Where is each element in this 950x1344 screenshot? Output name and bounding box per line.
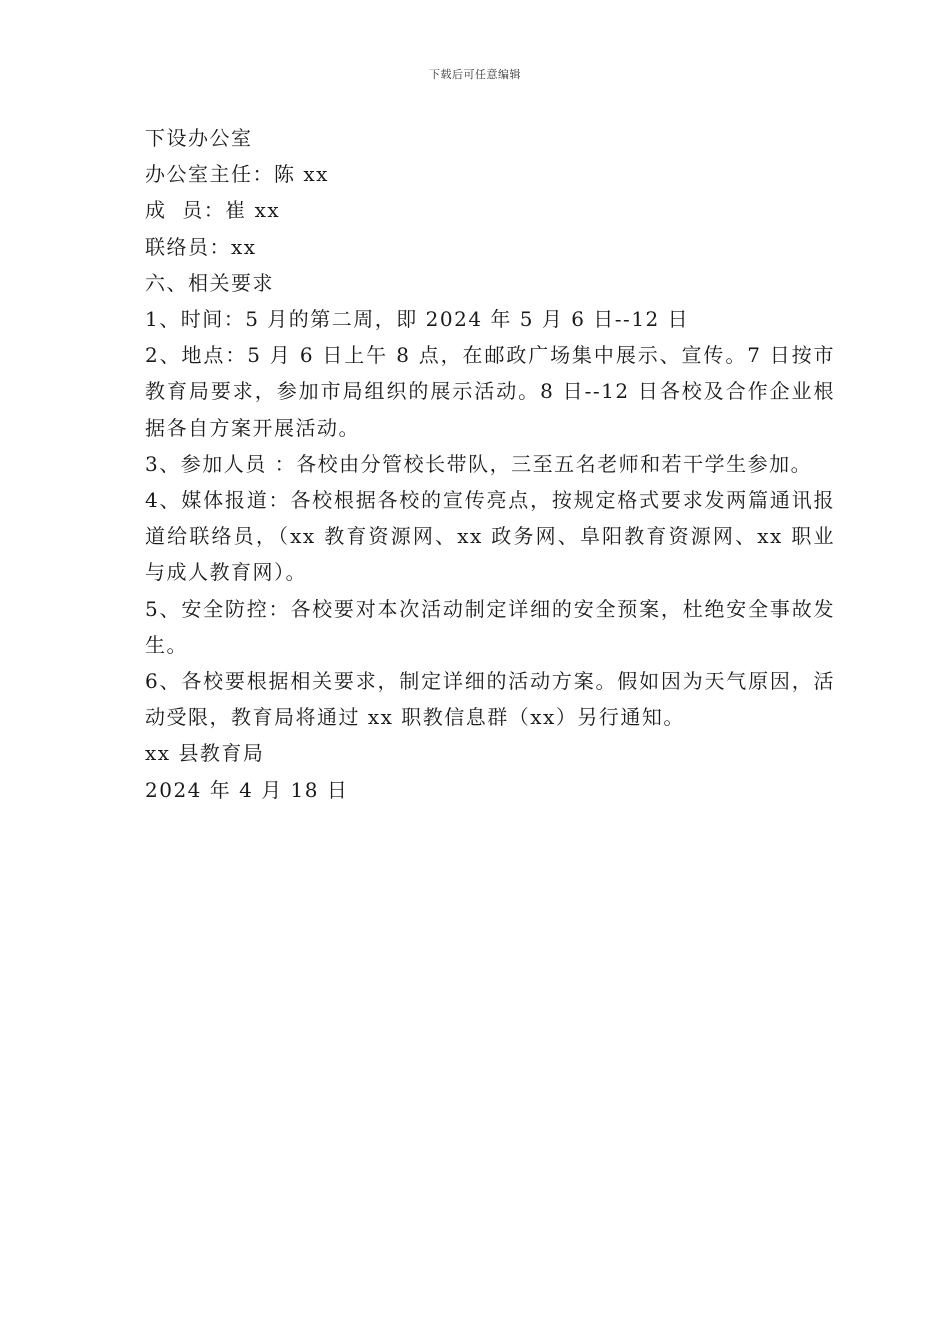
requirement-item-participants: 3、参加人员 ：各校由分管校长带队，三至五名老师和若干学生参加。	[145, 451, 813, 476]
header-note: 下载后可任意编辑	[429, 68, 521, 81]
requirement-item-location: 2、地点：5 月 6 日上午 8 点，在邮政广场集中展示、宣传。7 日按市教育局要求，参加市局组织的展示活动。8 日--12 日各校及合作企业根据各自方案开展活动。	[145, 343, 835, 440]
signature-organization: xx 县教育局	[145, 741, 265, 766]
requirement-item-plan: 6、各校要根据相关要求，制定详细的活动方案。假如因为天气原因，活动受限，教育局将通过 xx 职教信息群（xx）另行通知。	[145, 669, 835, 730]
requirement-item-time: 1、时间：5 月的第二周，即 2024 年 5 月 6 日--12 日	[145, 307, 690, 332]
document-body	[145, 120, 835, 808]
requirements-heading: 六、相关要求	[145, 270, 274, 295]
requirement-item-media: 4、媒体报道：各校根据各校的宣传亮点，按规定格式要求发两篇通讯报道给联络员，（xx 教育资源网、xx 政务网、阜阳教育资源网、xx 职业与成人教育网）。	[145, 488, 835, 585]
office-liaison: 联络员：xx	[145, 234, 257, 259]
office-members: 成 员：崔 xx	[145, 198, 281, 223]
office-director: 办公室主任：陈 xx	[145, 162, 329, 187]
signature-date: 2024 年 4 月 18 日	[145, 777, 349, 802]
office-title: 下设办公室	[145, 126, 253, 150]
requirement-item-safety: 5、安全防控：各校要对本次活动制定详细的安全预案，杜绝安全事故发生。	[145, 596, 835, 657]
